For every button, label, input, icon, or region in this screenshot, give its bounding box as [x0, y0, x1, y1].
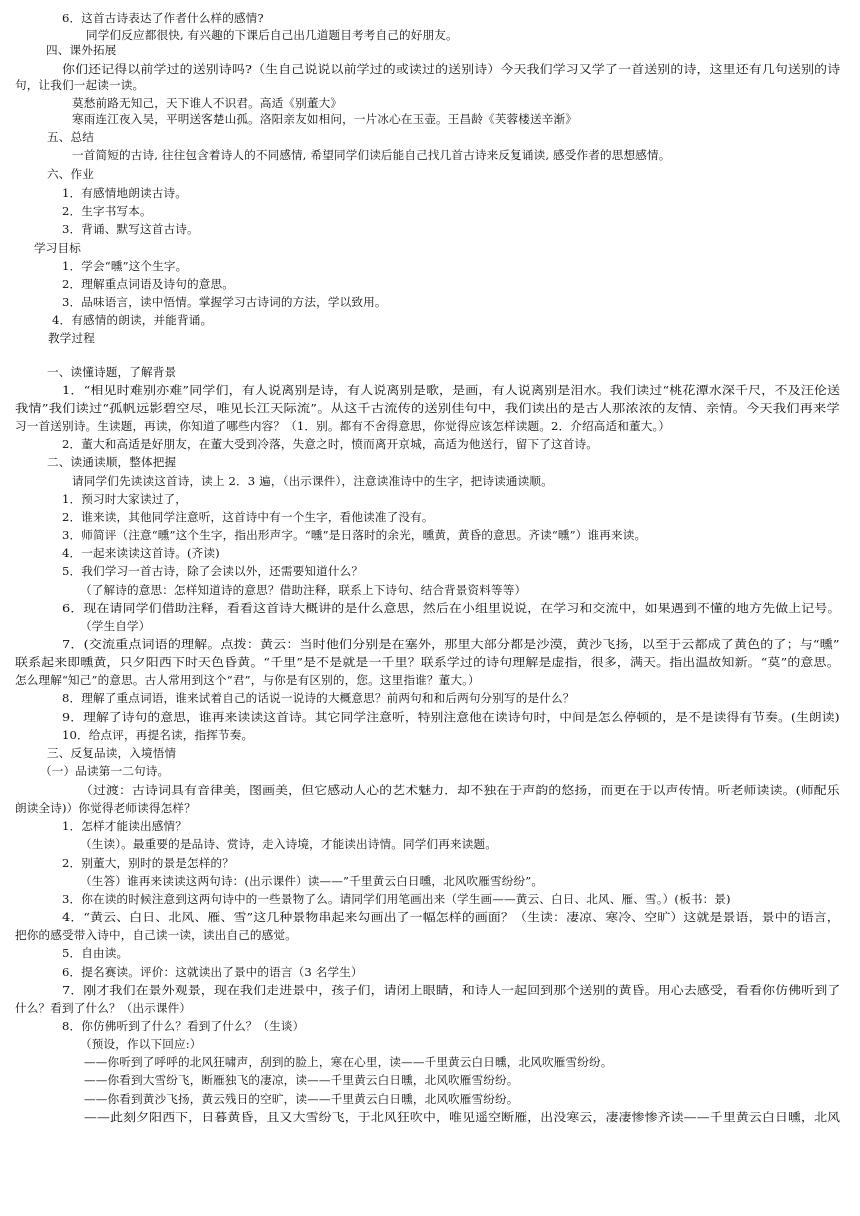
text-line: 联系起来即曛黄，只夕阳西下时天色昏黄。“千里”是不是就是一千里？联系学过的诗句理解是虚指，很多，满天。指出温故知新。“莫”的意思。: [15, 655, 840, 669]
text-line: 1．怎样才能读出感情？: [62, 819, 187, 833]
text-line: 5．我们学习一首古诗，除了会读以外，还需要知道什么？: [62, 564, 364, 578]
text-line: （生答）谁再来读读这两句诗：(出示课件）读——”千里黄云白日曛，北风吹雁雪纷纷”。: [80, 874, 544, 888]
text-line: 一首简短的古诗, 往往包含着诗人的不同感情, 希望同学们读后能自己找几首古诗来反复诵读, 感受作者的思想感情。: [72, 148, 671, 162]
text-line: （预设，作以下回应:）: [80, 1037, 202, 1051]
text-line: 10．给点评，再提名读，指挥节奏。: [62, 728, 254, 742]
text-line: 莫愁前路无知己，天下谁人不识君。高适《别董大》: [72, 96, 343, 110]
text-line: 五、总结: [47, 130, 94, 144]
text-line: 7．(交流重点词语的理解。点拨：黄云：当时他们分别是在塞外，那里大部分都是沙漠，黄沙飞扬，以至于云都成了黄色的了；与“曛”: [62, 637, 840, 651]
text-line: （学生自学）: [80, 619, 151, 633]
text-line: 8．理解了重点词语，谁来试着自己的话说一说诗的大概意思？前两句和和后两句分别写的是什么？: [62, 691, 575, 705]
text-line: 我情”我们读过“孤帆远影碧空尽，唯见长江天际流”。从这千古流传的送别佳句中，我们读出的是古人那浓浓的友情、亲情。今天我们再来学: [15, 401, 840, 415]
text-line: （生读）。最重要的是品诗、赏诗，走入诗境，才能读出诗情。同学们再来读题。: [80, 837, 497, 851]
text-line: 6．现在请同学们借助注释，看看这首诗大概讲的是什么意思，然后在小组里说说，在学习和交流中，如果遇到不懂的地方先做上记号。: [62, 601, 841, 615]
text-line: 4．“黄云、白日、北风、雁、雪”这几种景物串起来勾画出了一幅怎样的画面？（生读：凄凉、寒冷、空旷）这就是景语，景中的语言，: [62, 910, 840, 924]
text-line: 一、读懂诗题，了解背景: [47, 365, 177, 379]
text-line: 四、课外拓展: [46, 43, 117, 57]
text-line: 3．背诵、默写这首古诗。: [62, 222, 199, 236]
text-line: 9．理解了诗句的意思，谁再来读读这首诗。其它同学注意听，特别注意他在读诗句时，中间是怎么停顿的，是不是读得有节奏。(生朗读): [62, 710, 840, 724]
text-line: 3．师简评（注意“曛”这个生字，指出形声字。“曛”是日落时的余光，曛黄，黄昏的意思。齐读“曛”）谁再来读。: [62, 528, 647, 542]
text-line: 什么？看到了什么？（出示课件）: [15, 1001, 192, 1015]
text-line: 2．谁来读，其他同学注意听，这首诗中有一个生字，看他读准了没有。: [62, 510, 434, 524]
text-line: 4．一起来读读这首诗。(齐读): [62, 546, 220, 560]
text-line: 6．这首古诗表达了作者什么样的感情?: [62, 11, 264, 25]
text-line: 二、读通读顺，整体把握: [47, 455, 177, 469]
text-line: ——你看到大雪纷飞，断雁独飞的凄凉，读——千里黄云白日曛，北风吹雁雪纷纷。: [84, 1073, 519, 1087]
text-line: 2．生字书写本。: [62, 204, 152, 218]
text-line: 1．有感情地朗读古诗。: [62, 186, 187, 200]
text-line: 学习目标: [34, 241, 81, 255]
text-line: 3．你在读的时候注意到这两句诗中的一些景物了么。请同学们用笔画出来（学生画——黄云、白日、北风、雁、雪。）(板书：景): [62, 892, 731, 906]
text-line: 同学们反应都很快, 有兴趣的下课后自己出几道题目考考自己的好朋友。: [86, 28, 458, 42]
text-line: ——你听到了呼呼的北风狂啸声，刮到的脸上，寒在心里，读——千里黄云白日曛，北风吹雁雪纷纷。: [84, 1055, 613, 1069]
text-line: 请同学们先读读这首诗，读上 2．3 遍，（出示课件），注意读准诗中的生字，把诗读通读顺。: [72, 474, 553, 488]
text-line: （过渡：古诗词具有音律美，图画美，但它感动人心的艺术魅力．却不独在于声韵的悠扬，而更在于以声传情。听老师读读。(师配乐: [80, 783, 840, 797]
text-line: 1．“相见时难别亦难”同学们，有人说离别是诗，有人说离别是歌，是画，有人说离别是泪水。我们读过“桃花潭水深千尺，不及汪伦送: [62, 383, 841, 397]
text-line: 2．理解重点词语及诗句的意思。: [62, 277, 234, 291]
text-line: 怎么理解“知己”的意思。古人常用到这个“君”，与你是有区别的，您。这里指谁？董大。）: [15, 673, 480, 687]
text-line: 8．你仿佛听到了什么？看到了什么？（生谈）: [62, 1019, 305, 1033]
text-line: 把你的感受带入诗中，自己读一读，读出自己的感觉。: [15, 928, 297, 942]
text-line: 三、反复品读，入境悟情: [47, 746, 177, 760]
text-line: 3．品味语言，读中悟情。掌握学习古诗词的方法，学以致用。: [62, 295, 387, 309]
text-line: 6．提名赛读。评价：这就读出了景中的语言（3 名学生）: [62, 965, 363, 979]
text-line: 寒雨连江夜入吴，平明送客楚山孤。洛阳亲友如相问，一片冰心在玉壶。王昌龄《芙蓉楼送辛渐》: [72, 112, 577, 126]
text-line: 1．预习时大家读过了，: [62, 492, 187, 506]
text-line: 5．自由读。: [62, 946, 129, 960]
text-line: ——此刻夕阳西下，日暮黄昏，且又大雪纷飞，于北风狂吹中，唯见遥空断雁，出没寒云，凄凄惨惨齐读——千里黄云白日曛，北风: [84, 1110, 841, 1124]
text-line: 1．学会“曛”这个生字。: [62, 259, 188, 273]
text-line: 习一首送别诗。生读题，再读，你知道了哪些内容？（1．别。都有不舍得意思，你觉得应该怎样读题。2．介绍高适和董大。）: [15, 419, 671, 433]
text-line: （了解诗的意思：怎样知道诗的意思？借助注释，联系上下诗句、结合背景资料等等）: [80, 583, 527, 597]
text-line: 句，让我们一起读一读。: [15, 78, 145, 92]
text-line: （一）品读第一二句诗。: [40, 764, 170, 778]
text-line: ——你看到黄沙飞扬，黄云残日的空旷，读——千里黄云白日曛，北风吹雁雪纷纷。: [84, 1092, 519, 1106]
text-line: 你们还记得以前学过的送别诗吗?（生自己说说以前学过的或读过的送别诗）今天我们学习又学了一首送别的诗，这里还有几句送别的诗: [62, 62, 841, 76]
text-line: 2．别董大，别时的景是怎样的？: [62, 856, 234, 870]
text-line: 朗读全诗)）你觉得老师读得怎样？: [15, 801, 196, 815]
text-line: 教学过程: [48, 331, 95, 345]
text-line: 六、作业: [47, 167, 94, 181]
text-line: 7．刚才我们在景外观景，现在我们走进景中，孩子们，请闭上眼睛，和诗人一起回到那个送别的黄昏。用心去感受，看看你仿佛听到了: [62, 983, 841, 997]
text-line: 4．有感情的朗读，并能背诵。: [52, 313, 213, 327]
text-line: 2．董大和高适是好朋友，在董大受到冷落，失意之时，愤而离开京城，高适为他送行，留下了这首诗。: [62, 437, 598, 451]
